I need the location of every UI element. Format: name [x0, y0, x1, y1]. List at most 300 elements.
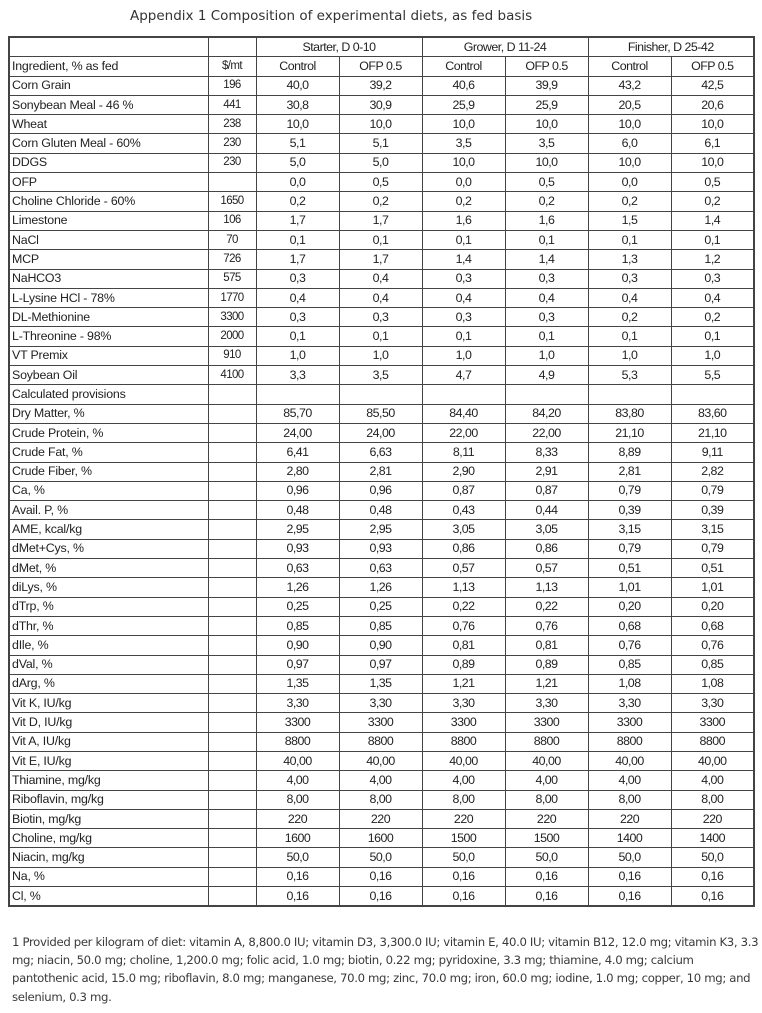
empty-cell: [208, 443, 256, 462]
ingredient-row: [9, 95, 754, 114]
value-cell: 8800: [588, 732, 671, 751]
value-cell: 8,00: [588, 790, 671, 809]
value-cell: 20,5: [588, 95, 671, 114]
phase-header-starter: Starter, D 0-10: [256, 37, 422, 57]
empty-cell: [208, 829, 256, 848]
column-header-finisher-ofp: OFP 0.5: [671, 57, 754, 76]
value-cell: 220: [505, 809, 588, 828]
calculated-row: [9, 539, 754, 558]
value-cell: 10,0: [256, 115, 339, 134]
value-cell: 0,85: [588, 655, 671, 674]
footnote: 1 Provided per kilogram of diet: vitamin A, 8,800.0 IU; vitamin D3, 3,300.0 IU; vitamin E, 40.0 IU; vitamin B12, 12.0 mg; vitamin K3, 3.3 mg; niacin, 50.0 mg; choline, 1,200.0 mg; folic acid, 1.0 mg; biotin, 0.22 mg; pyridoxine, 3.3 mg; thiamine, 4.0 mg; calcium pantothenic acid, 15.0 mg; riboflavin, 8.0 mg; manganese, 70.0 mg; zinc, 70.0 mg; iron, 60.0 mg; iodine, 1.0 mg; copper, 10 mg; and selenium, 0.3 mg.: [12, 935, 759, 1004]
value-cell: 0,87: [505, 481, 588, 500]
calculated-rows: [9, 404, 754, 906]
column-header-grower-control: Control: [422, 57, 505, 76]
value-cell: 84,20: [505, 404, 588, 423]
empty-cell: [208, 887, 256, 907]
calculated-row: [9, 809, 754, 828]
calculated-row: [9, 867, 754, 886]
nutrient-label: diLys, %: [9, 578, 208, 597]
value-cell: 1,6: [505, 211, 588, 230]
nutrient-label: Crude Fat, %: [9, 443, 208, 462]
column-header-starter-ofp: OFP 0.5: [339, 57, 422, 76]
nutrient-label: Cl, %: [9, 887, 208, 907]
nutrient-label: Na, %: [9, 867, 208, 886]
value-cell: 2,81: [339, 462, 422, 481]
value-cell: 42,5: [671, 76, 754, 95]
value-cell: 0,1: [588, 327, 671, 346]
value-cell: 0,1: [671, 230, 754, 249]
value-cell: 40,00: [256, 751, 339, 770]
value-cell: 39,2: [339, 76, 422, 95]
value-cell: 0,25: [339, 597, 422, 616]
nutrient-label: Vit K, IU/kg: [9, 694, 208, 713]
value-cell: 10,0: [588, 115, 671, 134]
value-cell: 1,0: [505, 346, 588, 365]
empty-cell: [208, 790, 256, 809]
value-cell: 0,1: [422, 327, 505, 346]
value-cell: 3300: [505, 713, 588, 732]
value-cell: 3,5: [422, 134, 505, 153]
ingredient-price: 2000: [208, 327, 256, 346]
ingredient-row: [9, 288, 754, 307]
value-cell: 0,86: [422, 539, 505, 558]
blank-header-cell: [208, 37, 256, 57]
value-cell: 50,0: [505, 848, 588, 867]
value-cell: 1,7: [256, 211, 339, 230]
value-cell: 1,7: [256, 250, 339, 269]
value-cell: 0,79: [588, 539, 671, 558]
value-cell: 0,81: [422, 636, 505, 655]
value-cell: 1,7: [339, 211, 422, 230]
value-cell: 220: [422, 809, 505, 828]
calculated-row: [9, 694, 754, 713]
ingredient-label: DL-Methionine: [9, 308, 208, 327]
nutrient-label: dMet, %: [9, 559, 208, 578]
value-cell: 0,16: [339, 867, 422, 886]
value-cell: 0,1: [422, 230, 505, 249]
value-cell: 1500: [505, 829, 588, 848]
value-cell: 0,63: [339, 559, 422, 578]
value-cell: 1,0: [588, 346, 671, 365]
ingredient-label: DDGS: [9, 153, 208, 172]
value-cell: 0,16: [256, 867, 339, 886]
value-cell: 0,4: [339, 269, 422, 288]
value-cell: 3,05: [505, 520, 588, 539]
value-cell: 0,89: [505, 655, 588, 674]
ingredient-price: 575: [208, 269, 256, 288]
value-cell: 0,16: [505, 887, 588, 907]
value-cell: 4,00: [588, 771, 671, 790]
value-cell: 3,30: [339, 694, 422, 713]
nutrient-label: Riboflavin, mg/kg: [9, 790, 208, 809]
value-cell: 1,21: [422, 674, 505, 693]
value-cell: 40,00: [588, 751, 671, 770]
phase-header-finisher: Finisher, D 25-42: [588, 37, 754, 57]
ingredient-price: 441: [208, 95, 256, 114]
caption-text: Appendix 1 Composition of experimental diets, as fed basis: [130, 8, 533, 24]
value-cell: 0,2: [588, 192, 671, 211]
value-cell: 10,0: [671, 115, 754, 134]
calculated-row: [9, 713, 754, 732]
value-cell: 0,79: [671, 539, 754, 558]
value-cell: 84,40: [422, 404, 505, 423]
empty-cell: [208, 385, 256, 404]
value-cell: 10,0: [339, 115, 422, 134]
value-cell: 2,95: [339, 520, 422, 539]
value-cell: 40,00: [422, 751, 505, 770]
calculated-row: [9, 559, 754, 578]
value-cell: 3,30: [505, 694, 588, 713]
value-cell: 1,0: [339, 346, 422, 365]
ingredient-label: Limestone: [9, 211, 208, 230]
value-cell: 0,16: [588, 867, 671, 886]
calculated-row: [9, 501, 754, 520]
ingredient-row: [9, 308, 754, 327]
value-cell: 1,35: [256, 674, 339, 693]
value-cell: 4,00: [339, 771, 422, 790]
value-cell: 0,4: [588, 288, 671, 307]
ingredient-row: [9, 76, 754, 95]
ingredient-label: VT Premix: [9, 346, 208, 365]
empty-cell: [208, 616, 256, 635]
empty-cell: [208, 771, 256, 790]
ingredient-price: 70: [208, 230, 256, 249]
phase-header-row: [9, 37, 754, 57]
empty-cell: [208, 751, 256, 770]
nutrient-label: AME, kcal/kg: [9, 520, 208, 539]
ingredient-label: OFP: [9, 173, 208, 192]
value-cell: 50,0: [339, 848, 422, 867]
value-cell: 1400: [588, 829, 671, 848]
ingredient-row: [9, 346, 754, 365]
ingredient-row: [9, 134, 754, 153]
value-cell: 40,00: [671, 751, 754, 770]
value-cell: 2,95: [256, 520, 339, 539]
value-cell: 0,96: [339, 481, 422, 500]
value-cell: 0,0: [256, 173, 339, 192]
value-cell: 10,0: [422, 115, 505, 134]
empty-cell: [208, 713, 256, 732]
value-cell: 0,2: [671, 192, 754, 211]
empty-cell: [208, 462, 256, 481]
empty-cell: [339, 385, 422, 404]
column-header-grower-ofp: OFP 0.5: [505, 57, 588, 76]
value-cell: 6,41: [256, 443, 339, 462]
value-cell: 85,70: [256, 404, 339, 423]
column-header-starter-control: Control: [256, 57, 339, 76]
ingredient-price: 1770: [208, 288, 256, 307]
value-cell: 8800: [505, 732, 588, 751]
calculated-row: [9, 443, 754, 462]
value-cell: 8,89: [588, 443, 671, 462]
value-cell: 8,00: [422, 790, 505, 809]
value-cell: 0,3: [256, 269, 339, 288]
value-cell: 10,0: [588, 153, 671, 172]
value-cell: 0,0: [588, 173, 671, 192]
calculated-row: [9, 887, 754, 907]
value-cell: 3,5: [339, 366, 422, 385]
value-cell: 1,01: [671, 578, 754, 597]
nutrient-label: Crude Fiber, %: [9, 462, 208, 481]
value-cell: 0,1: [588, 230, 671, 249]
value-cell: 4,00: [671, 771, 754, 790]
value-cell: 0,2: [588, 308, 671, 327]
empty-cell: [208, 732, 256, 751]
value-cell: 0,57: [422, 559, 505, 578]
value-cell: 3,30: [422, 694, 505, 713]
ingredient-price: 230: [208, 153, 256, 172]
value-cell: 0,86: [505, 539, 588, 558]
empty-cell: [208, 809, 256, 828]
value-cell: 8,00: [671, 790, 754, 809]
value-cell: 8,00: [339, 790, 422, 809]
value-cell: 0,5: [339, 173, 422, 192]
value-cell: 0,4: [339, 288, 422, 307]
value-cell: 1,5: [588, 211, 671, 230]
value-cell: 8,11: [422, 443, 505, 462]
nutrient-label: Ca, %: [9, 481, 208, 500]
ingredient-row: [9, 211, 754, 230]
section-row: [9, 385, 754, 404]
ingredient-row: [9, 192, 754, 211]
value-cell: 2,81: [588, 462, 671, 481]
ingredient-row: [9, 153, 754, 172]
empty-cell: [208, 404, 256, 423]
value-cell: 43,2: [588, 76, 671, 95]
value-cell: 30,9: [339, 95, 422, 114]
ingredient-row: [9, 366, 754, 385]
value-cell: 0,25: [256, 597, 339, 616]
nutrient-label: dVal, %: [9, 655, 208, 674]
ingredient-row: [9, 327, 754, 346]
value-cell: 0,90: [256, 636, 339, 655]
value-cell: 0,1: [339, 230, 422, 249]
ingredient-price: 3300: [208, 308, 256, 327]
value-cell: 5,1: [256, 134, 339, 153]
value-cell: 0,5: [671, 173, 754, 192]
value-cell: 22,00: [505, 423, 588, 442]
empty-cell: [671, 385, 754, 404]
value-cell: 0,87: [422, 481, 505, 500]
ingredient-label: Wheat: [9, 115, 208, 134]
value-cell: 3300: [422, 713, 505, 732]
nutrient-label: Choline, mg/kg: [9, 829, 208, 848]
value-cell: 1,0: [671, 346, 754, 365]
value-cell: 25,9: [505, 95, 588, 114]
value-cell: 0,4: [505, 288, 588, 307]
nutrient-label: Vit D, IU/kg: [9, 713, 208, 732]
empty-cell: [208, 501, 256, 520]
calculated-row: [9, 655, 754, 674]
ingredient-price: 230: [208, 134, 256, 153]
value-cell: 1,13: [422, 578, 505, 597]
calculated-row: [9, 848, 754, 867]
value-cell: 5,3: [588, 366, 671, 385]
calculated-row: [9, 597, 754, 616]
column-header-row: [9, 57, 754, 76]
value-cell: 0,93: [256, 539, 339, 558]
value-cell: 50,0: [671, 848, 754, 867]
nutrient-label: Niacin, mg/kg: [9, 848, 208, 867]
calculated-row: [9, 751, 754, 770]
value-cell: 3300: [256, 713, 339, 732]
calculated-row: [9, 423, 754, 442]
calculated-row: [9, 771, 754, 790]
value-cell: 4,00: [256, 771, 339, 790]
nutrient-label: dIle, %: [9, 636, 208, 655]
value-cell: 0,68: [671, 616, 754, 635]
value-cell: 0,79: [588, 481, 671, 500]
empty-cell: [208, 694, 256, 713]
empty-cell: [256, 385, 339, 404]
value-cell: 0,44: [505, 501, 588, 520]
value-cell: 1,35: [339, 674, 422, 693]
value-cell: 0,4: [422, 288, 505, 307]
empty-cell: [208, 636, 256, 655]
value-cell: 10,0: [505, 115, 588, 134]
value-cell: 83,80: [588, 404, 671, 423]
phase-header-grower: Grower, D 11-24: [422, 37, 588, 57]
value-cell: 0,4: [256, 288, 339, 307]
empty-cell: [208, 597, 256, 616]
value-cell: 0,63: [256, 559, 339, 578]
value-cell: 0,85: [671, 655, 754, 674]
value-cell: 5,0: [256, 153, 339, 172]
empty-cell: [422, 385, 505, 404]
value-cell: 0,76: [505, 616, 588, 635]
value-cell: 0,16: [422, 887, 505, 907]
value-cell: 6,0: [588, 134, 671, 153]
value-cell: 50,0: [422, 848, 505, 867]
value-cell: 3,5: [505, 134, 588, 153]
calculated-row: [9, 578, 754, 597]
value-cell: 0,3: [505, 308, 588, 327]
value-cell: 10,0: [671, 153, 754, 172]
empty-cell: [505, 385, 588, 404]
value-cell: 5,1: [339, 134, 422, 153]
value-cell: 220: [671, 809, 754, 828]
value-cell: 1,13: [505, 578, 588, 597]
value-cell: 0,16: [671, 867, 754, 886]
value-cell: 0,2: [339, 192, 422, 211]
nutrient-label: Vit A, IU/kg: [9, 732, 208, 751]
value-cell: 50,0: [588, 848, 671, 867]
value-cell: 10,0: [422, 153, 505, 172]
value-cell: 4,00: [505, 771, 588, 790]
value-cell: 1500: [422, 829, 505, 848]
value-cell: 0,16: [671, 887, 754, 907]
value-cell: 0,0: [422, 173, 505, 192]
value-cell: 8,00: [256, 790, 339, 809]
nutrient-label: Crude Protein, %: [9, 423, 208, 442]
nutrient-label: dArg, %: [9, 674, 208, 693]
value-cell: 1600: [339, 829, 422, 848]
value-cell: 5,0: [339, 153, 422, 172]
value-cell: 1,4: [505, 250, 588, 269]
column-header-finisher-control: Control: [588, 57, 671, 76]
calculated-row: [9, 732, 754, 751]
value-cell: 1,08: [588, 674, 671, 693]
value-cell: 9,11: [671, 443, 754, 462]
value-cell: 0,90: [339, 636, 422, 655]
empty-cell: [208, 520, 256, 539]
value-cell: 0,43: [422, 501, 505, 520]
value-cell: 85,50: [339, 404, 422, 423]
section-row-group: [9, 385, 754, 404]
value-cell: 0,85: [256, 616, 339, 635]
value-cell: 6,1: [671, 134, 754, 153]
ingredient-label: NaHCO3: [9, 269, 208, 288]
empty-cell: [208, 423, 256, 442]
value-cell: 6,63: [339, 443, 422, 462]
value-cell: 0,57: [505, 559, 588, 578]
ingredient-label: NaCl: [9, 230, 208, 249]
nutrient-label: Dry Matter, %: [9, 404, 208, 423]
column-header-price: $/mt: [208, 57, 256, 76]
value-cell: 3,30: [588, 694, 671, 713]
value-cell: 0,79: [671, 481, 754, 500]
value-cell: 1,0: [422, 346, 505, 365]
ingredient-price: 910: [208, 346, 256, 365]
nutrient-label: Avail. P, %: [9, 501, 208, 520]
value-cell: 0,2: [505, 192, 588, 211]
value-cell: 0,1: [256, 230, 339, 249]
ingredient-label: Choline Chloride - 60%: [9, 192, 208, 211]
value-cell: 40,00: [505, 751, 588, 770]
value-cell: 0,16: [505, 867, 588, 886]
value-cell: 3,30: [256, 694, 339, 713]
value-cell: 0,48: [339, 501, 422, 520]
empty-cell: [588, 385, 671, 404]
value-cell: 0,76: [588, 636, 671, 655]
empty-cell: [208, 481, 256, 500]
value-cell: 220: [339, 809, 422, 828]
value-cell: 5,5: [671, 366, 754, 385]
value-cell: 8800: [422, 732, 505, 751]
value-cell: 1600: [256, 829, 339, 848]
value-cell: 3,15: [671, 520, 754, 539]
value-cell: 10,0: [505, 153, 588, 172]
value-cell: 1,3: [588, 250, 671, 269]
value-cell: 8800: [339, 732, 422, 751]
value-cell: 0,51: [588, 559, 671, 578]
value-cell: 0,22: [505, 597, 588, 616]
value-cell: 3300: [671, 713, 754, 732]
ingredient-price: 106: [208, 211, 256, 230]
value-cell: 0,97: [256, 655, 339, 674]
value-cell: 24,00: [256, 423, 339, 442]
value-cell: 0,81: [505, 636, 588, 655]
value-cell: 2,90: [422, 462, 505, 481]
ingredient-row: [9, 250, 754, 269]
ingredient-row: [9, 173, 754, 192]
nutrient-label: dThr, %: [9, 616, 208, 635]
value-cell: 3,05: [422, 520, 505, 539]
value-cell: 50,0: [256, 848, 339, 867]
value-cell: 2,82: [671, 462, 754, 481]
value-cell: 0,51: [671, 559, 754, 578]
value-cell: 1,2: [671, 250, 754, 269]
nutrient-label: Vit E, IU/kg: [9, 751, 208, 770]
value-cell: 0,97: [339, 655, 422, 674]
value-cell: 220: [256, 809, 339, 828]
value-cell: 0,96: [256, 481, 339, 500]
value-cell: 0,20: [588, 597, 671, 616]
value-cell: 1,21: [505, 674, 588, 693]
value-cell: 0,85: [339, 616, 422, 635]
value-cell: 0,16: [256, 887, 339, 907]
